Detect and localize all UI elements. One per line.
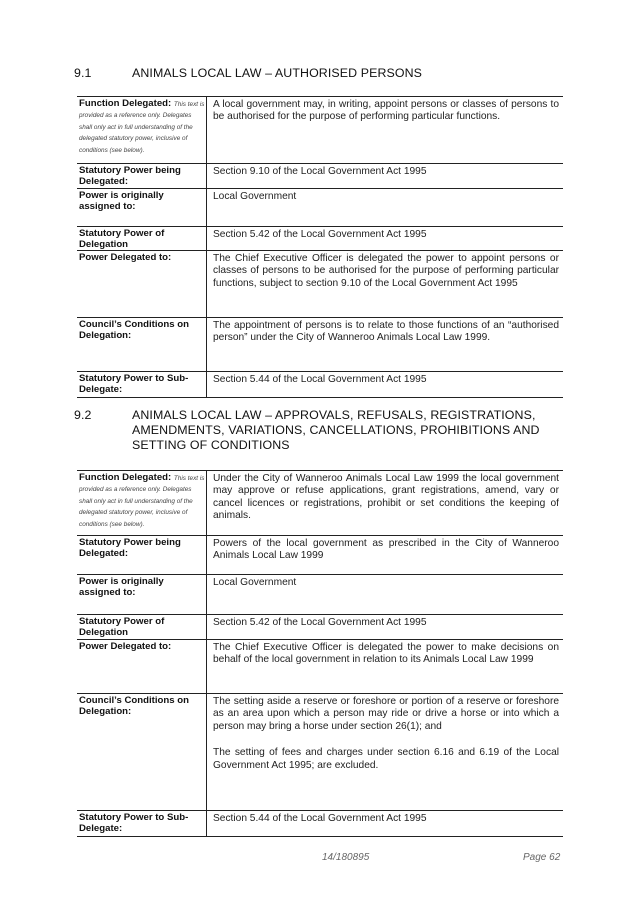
- row-value: [207, 575, 563, 614]
- row-value-text: Section 9.10 of the Local Government Act 1995: [213, 166, 427, 177]
- row-label: [77, 97, 207, 163]
- row-value-text: A local government may, in writing, appoint persons or classes of persons to be authorised for the purpose of performing particular functions.: [213, 99, 559, 123]
- table-row: [77, 694, 563, 811]
- row-value: [207, 318, 563, 371]
- delegation-table-9-2: [77, 470, 563, 837]
- page-number: Page 62: [523, 852, 561, 863]
- row-value-text: The Chief Executive Officer is delegated the power to make decisions on behalf of the local government in relation to its Animals Local Law 1999: [213, 642, 559, 666]
- row-label: Statutory Power to Sub-Delegate:: [77, 811, 207, 836]
- row-value-text: The appointment of persons is to relate to those functions of an “authorised person” under the City of Wanneroo Animals Local Law 1999.: [213, 320, 559, 344]
- row-value: [207, 189, 563, 226]
- table-row: [77, 372, 563, 398]
- row-label: Statutory Power being Delegated:: [77, 164, 207, 188]
- table-row: [77, 811, 563, 837]
- table-row: [77, 227, 563, 251]
- row-value-text: Local Government: [213, 577, 297, 588]
- row-value-text: Section 5.42 of the Local Government Act 1995: [213, 617, 427, 628]
- section-heading-9-2: [74, 408, 574, 453]
- section-number: 9.2: [74, 408, 92, 422]
- row-label: Power is originally assigned to:: [77, 575, 207, 614]
- row-value: [207, 694, 563, 810]
- row-value-text: Local Government: [213, 191, 297, 202]
- table-row: [77, 615, 563, 640]
- section-number: 9.1: [74, 66, 92, 80]
- table-row: [77, 471, 563, 536]
- row-label: Statutory Power of Delegation: [77, 227, 207, 250]
- row-label: Power Delegated to:: [77, 251, 207, 317]
- table-row: [77, 251, 563, 318]
- table-row: [77, 536, 563, 575]
- row-value: [207, 615, 563, 639]
- row-value: [207, 227, 563, 250]
- row-value: [207, 811, 563, 836]
- row-label: Council’s Conditions on Delegation:: [77, 318, 207, 371]
- table-row: [77, 575, 563, 615]
- row-label: [77, 471, 207, 535]
- table-row: [77, 640, 563, 694]
- row-value: [207, 372, 563, 397]
- row-label: Power is originally assigned to:: [77, 189, 207, 226]
- reference-note: This text is provided as a reference only. Delegates shall only act in full understanding of the delegated statutory power, inclusive of conditions (see below).: [79, 475, 205, 528]
- row-value-text: Section 5.44 of the Local Government Act 1995: [213, 813, 427, 824]
- reference-note: This text is provided as a reference only. Delegates shall only act in full understanding of the delegated statutory power, inclusive of conditions (see below).: [79, 101, 205, 154]
- row-value: [207, 164, 563, 188]
- row-label: Council’s Conditions on Delegation:: [77, 694, 207, 810]
- row-label-text: Function Delegated:: [79, 472, 172, 483]
- row-label: Power Delegated to:: [77, 640, 207, 693]
- table-row: [77, 164, 563, 189]
- row-value-text: Section 5.42 of the Local Government Act 1995: [213, 229, 427, 240]
- table-row: [77, 97, 563, 164]
- row-label: Statutory Power being Delegated:: [77, 536, 207, 574]
- document-reference: 14/180895: [322, 852, 370, 863]
- row-value-text: Under the City of Wanneroo Animals Local Law 1999 the local government may approve or refuse applications, grant registrations, amend, vary or cancel licences or registrations, prohibit or set conditions the keeping of animals.: [213, 473, 559, 522]
- section-title: ANIMALS LOCAL LAW – APPROVALS, REFUSALS, REGISTRATIONS, AMENDMENTS, VARIATIONS, CANCELLATIONS, PROHIBITIONS AND SETTING OF CONDITIONS: [132, 408, 540, 452]
- row-value: [207, 97, 563, 163]
- row-label-text: Function Delegated:: [79, 98, 172, 109]
- row-value-text: The setting of fees and charges under section 6.16 and 6.19 of the Local Government Act 1995; are excluded.: [213, 747, 559, 771]
- row-value-text: The setting aside a reserve or foreshore or portion of a reserve or foreshore as an area upon which a person may ride or drive a horse or into which a person may bring a horse under section 26(1); and: [213, 696, 559, 732]
- row-value-text: Powers of the local government as prescribed in the City of Wanneroo Animals Local Law 1999: [213, 538, 559, 562]
- row-value: [207, 536, 563, 574]
- row-value-text: Section 5.44 of the Local Government Act 1995: [213, 374, 427, 385]
- section-title: ANIMALS LOCAL LAW – AUTHORISED PERSONS: [132, 66, 423, 80]
- row-value: [207, 471, 563, 535]
- row-value: [207, 251, 563, 317]
- row-value-text: The Chief Executive Officer is delegated the power to appoint persons or classes of persons to be authorised for the purpose of performing particular functions, subject to section 9.10 of the Local Government Act 1995: [213, 253, 559, 289]
- row-label: Statutory Power to Sub-Delegate:: [77, 372, 207, 397]
- table-row: [77, 189, 563, 227]
- row-value: [207, 640, 563, 693]
- table-row: [77, 318, 563, 372]
- row-label: Statutory Power of Delegation: [77, 615, 207, 639]
- delegation-table-9-1: [77, 96, 563, 398]
- section-heading-9-1: [74, 66, 574, 81]
